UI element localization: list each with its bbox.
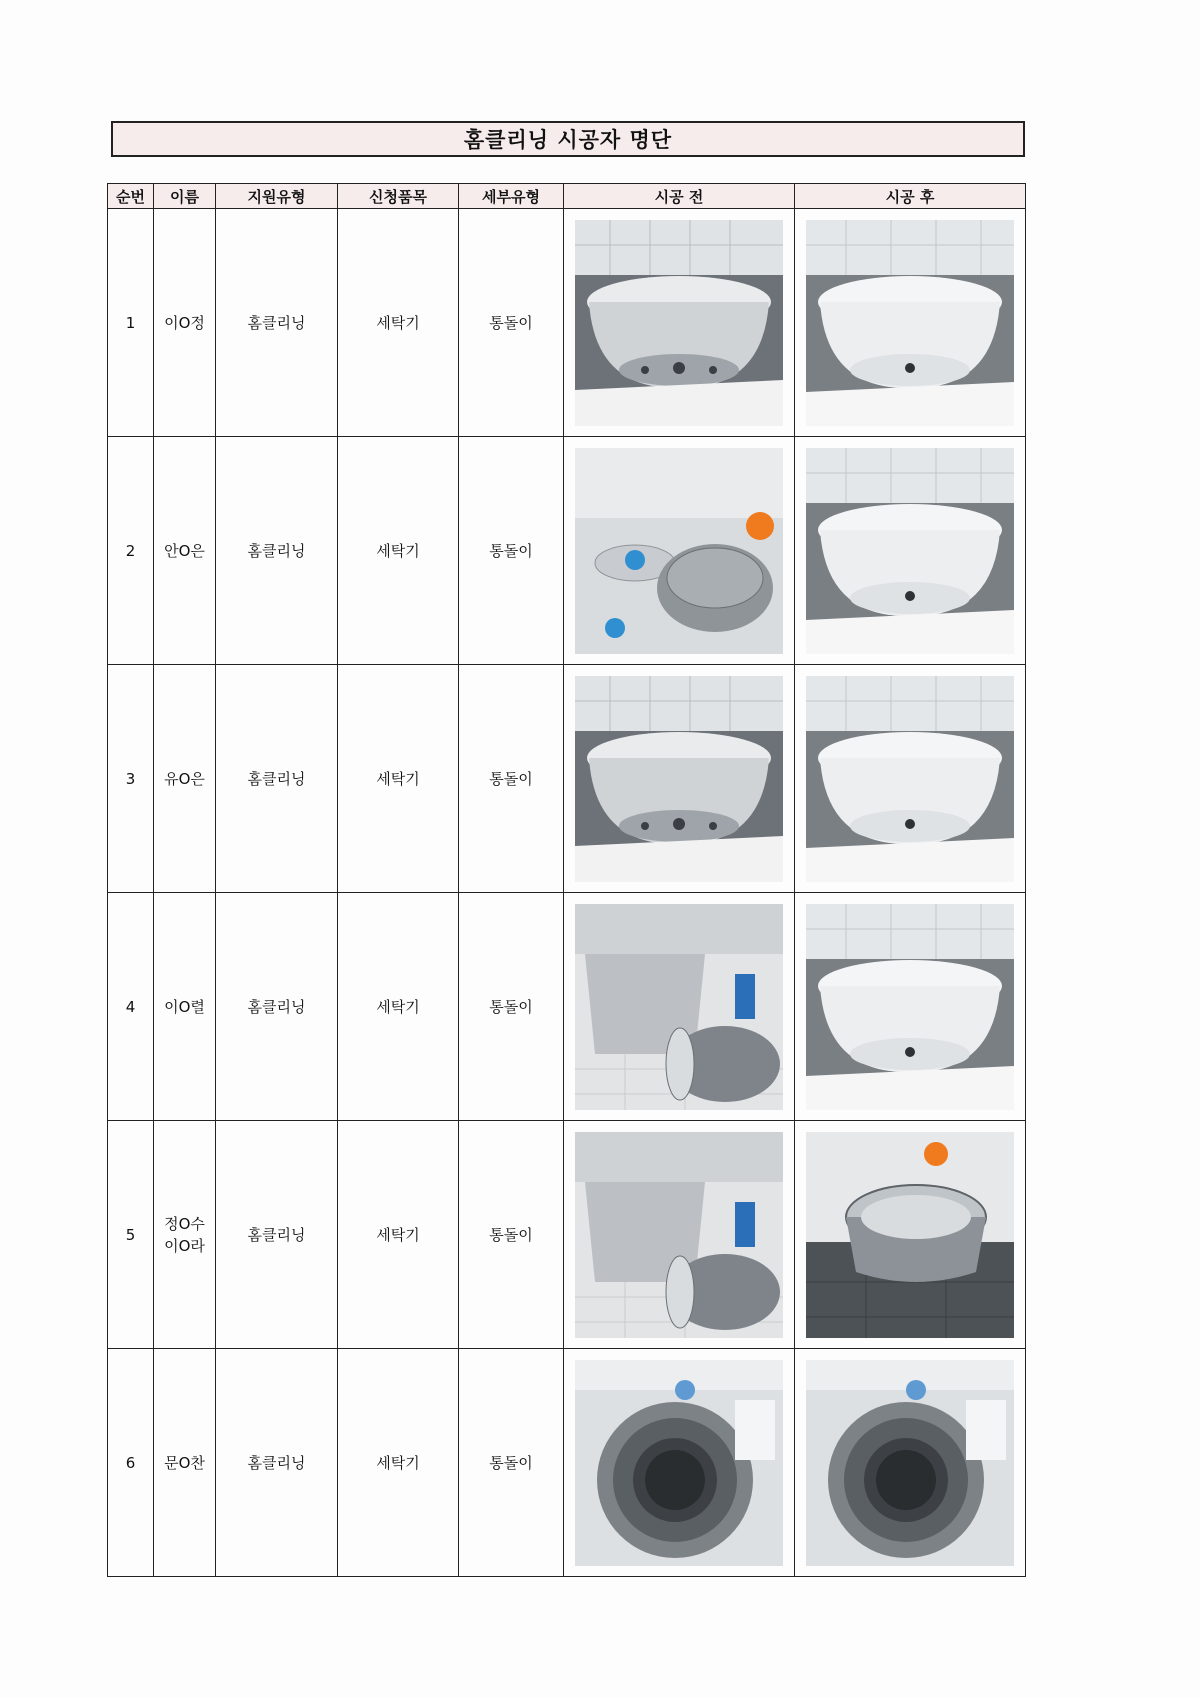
cell-no: 5 [108, 1121, 154, 1349]
cell-photo-after [795, 209, 1026, 437]
cell-no: 1 [108, 209, 154, 437]
after-photo [806, 448, 1014, 654]
before-photo [575, 1132, 783, 1338]
table-row [108, 665, 1026, 893]
cell-photo-before [564, 1121, 795, 1349]
cell-detail-type: 통돌이 [459, 665, 564, 893]
table-row [108, 1121, 1026, 1349]
header-support-type: 지원유형 [216, 184, 338, 209]
table-body [108, 209, 1026, 1577]
cell-support-type: 홈클리닝 [216, 893, 338, 1121]
cell-photo-before [564, 437, 795, 665]
header-no: 순번 [108, 184, 154, 209]
cell-photo-after [795, 437, 1026, 665]
header-detail-type: 세부유형 [459, 184, 564, 209]
table-header-row [108, 184, 1026, 209]
cell-photo-after [795, 893, 1026, 1121]
table-row [108, 209, 1026, 437]
cell-detail-type: 통돌이 [459, 1121, 564, 1349]
page-title: 홈클리닝 시공자 명단 [463, 128, 673, 152]
cell-item: 세탁기 [338, 437, 459, 665]
cell-name [154, 437, 216, 665]
table-row [108, 893, 1026, 1121]
table-row [108, 437, 1026, 665]
table-row [108, 1349, 1026, 1577]
name-line: 이O정 [164, 313, 205, 332]
name-line: 문O찬 [164, 1453, 205, 1472]
cell-support-type: 홈클리닝 [216, 1121, 338, 1349]
cell-name [154, 1121, 216, 1349]
cell-no: 6 [108, 1349, 154, 1577]
name-line: 유O은 [164, 769, 205, 788]
roster-table [107, 183, 1026, 1577]
cell-name [154, 665, 216, 893]
cell-item: 세탁기 [338, 665, 459, 893]
cell-support-type: 홈클리닝 [216, 1349, 338, 1577]
cell-photo-before [564, 665, 795, 893]
cell-detail-type: 통돌이 [459, 893, 564, 1121]
cell-detail-type: 통돌이 [459, 437, 564, 665]
cell-detail-type: 통돌이 [459, 209, 564, 437]
after-photo [806, 220, 1014, 426]
cell-support-type: 홈클리닝 [216, 437, 338, 665]
before-photo [575, 448, 783, 654]
after-photo [806, 1132, 1014, 1338]
cell-item: 세탁기 [338, 893, 459, 1121]
cell-photo-after [795, 665, 1026, 893]
cell-support-type: 홈클리닝 [216, 209, 338, 437]
name-line: 안O은 [164, 541, 205, 560]
before-photo [575, 220, 783, 426]
name-line: 정O수 [164, 1214, 205, 1233]
cell-photo-before [564, 1349, 795, 1577]
before-photo [575, 904, 783, 1110]
header-item: 신청품목 [338, 184, 459, 209]
cell-detail-type: 통돌이 [459, 1349, 564, 1577]
cell-support-type: 홈클리닝 [216, 665, 338, 893]
cell-no: 2 [108, 437, 154, 665]
after-photo [806, 1360, 1014, 1566]
cell-name [154, 209, 216, 437]
after-photo [806, 904, 1014, 1110]
before-photo [575, 676, 783, 882]
cell-photo-before [564, 893, 795, 1121]
after-photo [806, 676, 1014, 882]
cell-item: 세탁기 [338, 1121, 459, 1349]
name-line: 이O렬 [164, 997, 205, 1016]
cell-name [154, 893, 216, 1121]
cell-photo-after [795, 1121, 1026, 1349]
title-box [111, 121, 1025, 157]
cell-photo-after [795, 1349, 1026, 1577]
cell-no: 4 [108, 893, 154, 1121]
cell-item: 세탁기 [338, 1349, 459, 1577]
name-line: 이O라 [164, 1236, 205, 1255]
header-name: 이름 [154, 184, 216, 209]
header-before: 시공 전 [564, 184, 795, 209]
cell-no: 3 [108, 665, 154, 893]
cell-item: 세탁기 [338, 209, 459, 437]
cell-photo-before [564, 209, 795, 437]
header-after: 시공 후 [795, 184, 1026, 209]
cell-name [154, 1349, 216, 1577]
before-photo [575, 1360, 783, 1566]
